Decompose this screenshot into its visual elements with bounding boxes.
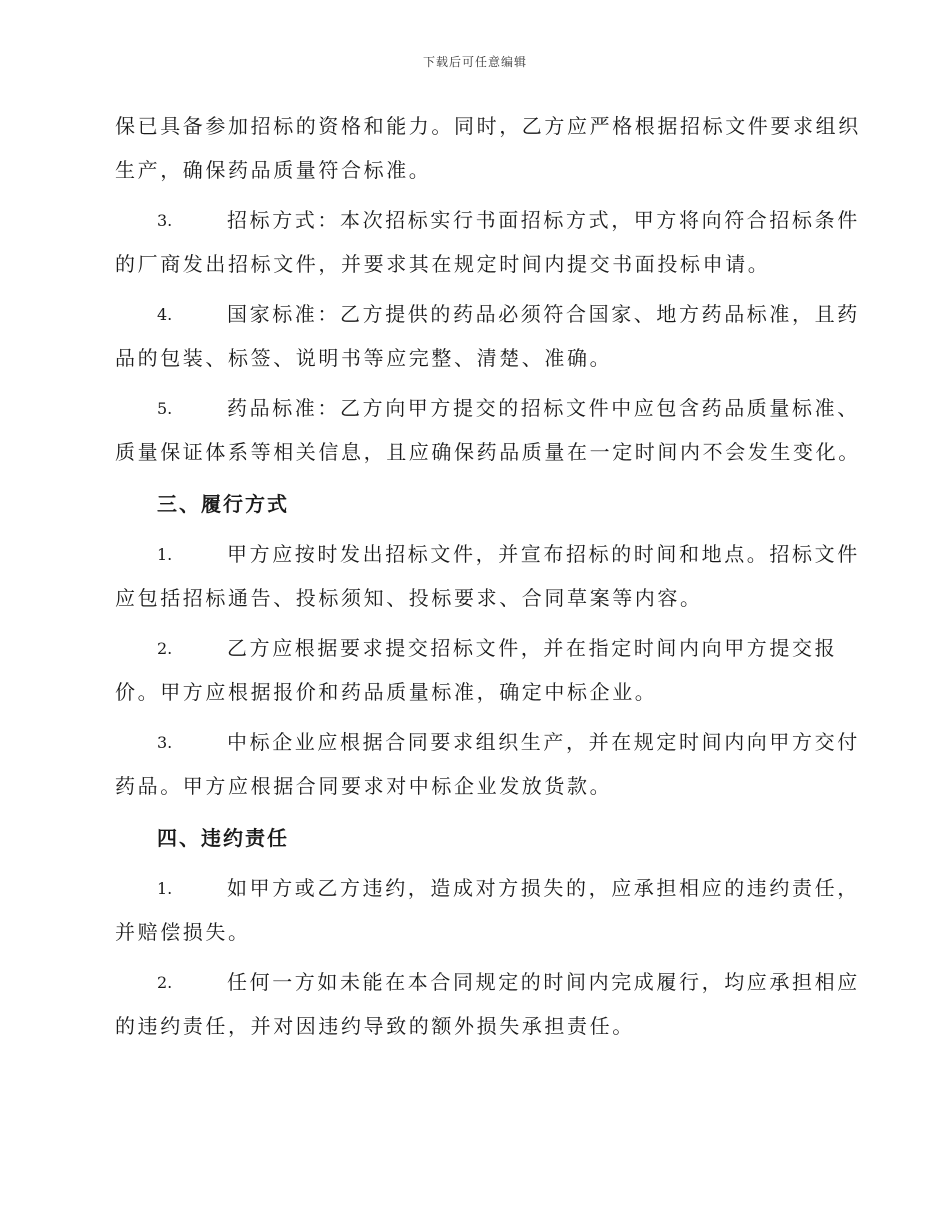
item-line-1: 药品标准：乙方向甲方提交的招标文件中应包含药品质量标准、	[227, 396, 860, 420]
item-number: 1.	[157, 879, 173, 898]
intro-line-2: 生产，确保药品质量符合标准。	[115, 158, 432, 182]
item-line-2: 价。甲方应根据报价和药品质量标准，确定中标企业。	[115, 680, 658, 704]
section-heading: 四、违约责任	[157, 826, 289, 850]
item-line-1: 如甲方或乙方违约，造成对方损失的，应承担相应的违约责任，	[227, 876, 860, 900]
item-number: 3.	[157, 211, 173, 230]
item-number: 2.	[157, 973, 173, 992]
item-line-2: 药品。甲方应根据合同要求对中标企业发放货款。	[115, 774, 613, 798]
item-line-1: 甲方应按时发出招标文件，并宣布招标的时间和地点。招标文件	[227, 542, 860, 566]
item-line-2: 品的包装、标签、说明书等应完整、清楚、准确。	[115, 346, 613, 370]
item-line-1: 国家标准：乙方提供的药品必须符合国家、地方药品标准，且药	[227, 302, 860, 326]
item-number: 1.	[157, 545, 173, 564]
item-line-2: 的厂商发出招标文件，并要求其在规定时间内提交书面投标申请。	[115, 252, 771, 276]
page-header: 下载后可任意编辑	[422, 55, 527, 69]
item-line-2: 的违约责任，并对因违约导致的额外损失承担责任。	[115, 1014, 635, 1038]
item-line-1: 中标企业应根据合同要求组织生产，并在规定时间内向甲方交付	[227, 730, 860, 754]
item-line-1: 任何一方如未能在本合同规定的时间内完成履行，均应承担相应	[227, 970, 860, 994]
item-number: 5.	[157, 399, 173, 418]
item-number: 3.	[157, 733, 173, 752]
item-line-2: 应包括招标通告、投标须知、投标要求、合同草案等内容。	[115, 586, 703, 610]
item-number: 4.	[157, 305, 173, 324]
item-line-2: 并赔偿损失。	[115, 920, 251, 944]
item-line-1: 乙方应根据要求提交招标文件，并在指定时间内向甲方提交报	[227, 636, 838, 660]
item-line-1: 招标方式：本次招标实行书面招标方式，甲方将向符合招标条件	[227, 208, 860, 232]
section-heading: 三、履行方式	[157, 492, 289, 516]
item-number: 2.	[157, 639, 173, 658]
item-line-2: 质量保证体系等相关信息，且应确保药品质量在一定时间内不会发生变化。	[115, 440, 861, 464]
intro-line-1: 保已具备参加招标的资格和能力。同时，乙方应严格根据招标文件要求组织	[115, 114, 861, 138]
